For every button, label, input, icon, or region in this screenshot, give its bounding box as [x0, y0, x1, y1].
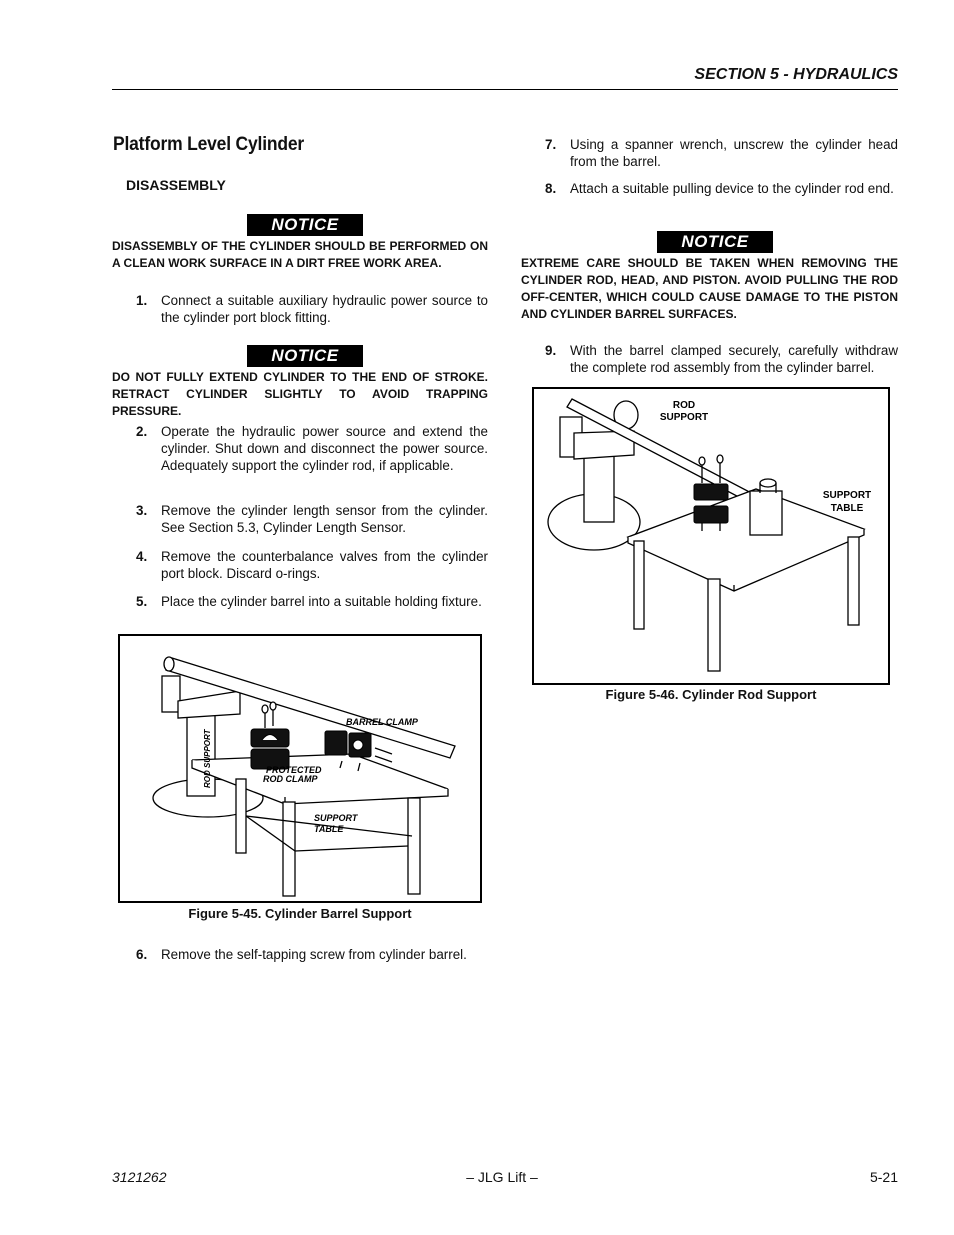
step-text: Connect a suitable auxiliary hydraulic power source to the cylinder port block fitting.	[161, 293, 488, 325]
label-rod-support: ROD SUPPORT	[203, 729, 212, 788]
header-rule	[112, 89, 898, 90]
step-text: Place the cylinder barrel into a suitable holding fixture.	[161, 594, 482, 609]
step-text: Remove the counterbalance valves from the cylinder port block. Discard o-rings.	[161, 549, 488, 581]
section-header: SECTION 5 - HYDRAULICS	[694, 66, 898, 83]
label-rod-support: SUPPORT	[659, 412, 709, 423]
barrel-clamp	[325, 731, 371, 757]
cylinder-rod-support-illustration	[534, 389, 888, 683]
footer-center: – JLG Lift –	[466, 1169, 538, 1185]
label-table: TABLE	[830, 503, 864, 514]
figure-caption: Figure 5-45. Cylinder Barrel Support	[188, 906, 412, 921]
step-number: 8.	[545, 181, 557, 196]
notice-text: DISASSEMBLY OF THE CYLINDER SHOULD BE PERFORMED ON A CLEAN WORK SURFACE IN A DIRT FREE WORK AREA.	[112, 239, 488, 270]
cylinder-barrel-support-illustration	[120, 636, 480, 901]
rod-support-cradle	[162, 676, 180, 712]
label-table: TABLE	[314, 824, 344, 834]
step-number: 4.	[136, 549, 148, 564]
step-text: Operate the hydraulic power source and extend the cylinder. Shut down and disconnect the power source. Adequately support the cylinder rod, if applicable.	[161, 424, 488, 473]
label-rod: ROD	[672, 400, 696, 411]
step-number: 9.	[545, 343, 557, 358]
step-number: 5.	[136, 594, 148, 609]
rod-support-arm	[178, 691, 240, 718]
label-protected: PROTECTED	[266, 765, 322, 775]
doc-number: 3121262	[112, 1169, 167, 1185]
notice-text: DO NOT FULLY EXTEND CYLINDER TO THE END OF STROKE. RETRACT CYLINDER SLIGHTLY TO AVOID TRAPPING PRESSURE.	[112, 370, 488, 418]
table-leg	[408, 798, 420, 894]
step-number: 7.	[545, 137, 557, 152]
protected-rod-clamp	[251, 729, 289, 769]
notice-badge: NOTICE	[657, 231, 773, 253]
notice-badge: NOTICE	[247, 345, 363, 367]
label-support: SUPPORT	[314, 813, 358, 823]
step-text: Remove the cylinder length sensor from the cylinder. See Section 5.3, Cylinder Length Sensor.	[161, 503, 488, 535]
table-leg	[708, 579, 720, 671]
figure-5-46	[532, 387, 890, 685]
step-text: Remove the self-tapping screw from cylinder barrel.	[161, 947, 467, 962]
label-support: SUPPORT	[822, 490, 872, 501]
table-leg	[634, 541, 644, 629]
step-text: With the barrel clamped securely, carefully withdraw the complete rod assembly from the cylinder barrel.	[570, 343, 898, 375]
step-number: 2.	[136, 424, 148, 439]
step-number: 6.	[136, 947, 148, 962]
notice-text: EXTREME CARE SHOULD BE TAKEN WHEN REMOVING THE CYLINDER ROD, HEAD, AND PISTON. AVOID PULLING THE ROD OFF-CENTER, WHICH COULD CAUSE DAMAGE TO THE PISTON AND CYLINDER BARREL SURFACES.	[521, 256, 898, 321]
cylinder-head-block	[750, 491, 782, 535]
step-number: 3.	[136, 503, 148, 518]
step-text: Attach a suitable pulling device to the cylinder rod end.	[570, 181, 894, 196]
page-title: Platform Level Cylinder	[113, 134, 305, 155]
step-text: Using a spanner wrench, unscrew the cylinder head from the barrel.	[570, 137, 898, 169]
notice-badge: NOTICE	[247, 214, 363, 236]
step-number: 1.	[136, 293, 148, 308]
table-leg	[236, 779, 246, 853]
label-rod-clamp: ROD CLAMP	[263, 774, 318, 784]
figure-5-45	[118, 634, 482, 903]
figure-caption: Figure 5-46. Cylinder Rod Support	[605, 687, 817, 702]
section-subtitle: DISASSEMBLY	[126, 177, 226, 193]
page-number: 5-21	[869, 1169, 898, 1185]
table-leg	[848, 537, 859, 625]
label-barrel-clamp: BARREL CLAMP	[346, 717, 418, 727]
